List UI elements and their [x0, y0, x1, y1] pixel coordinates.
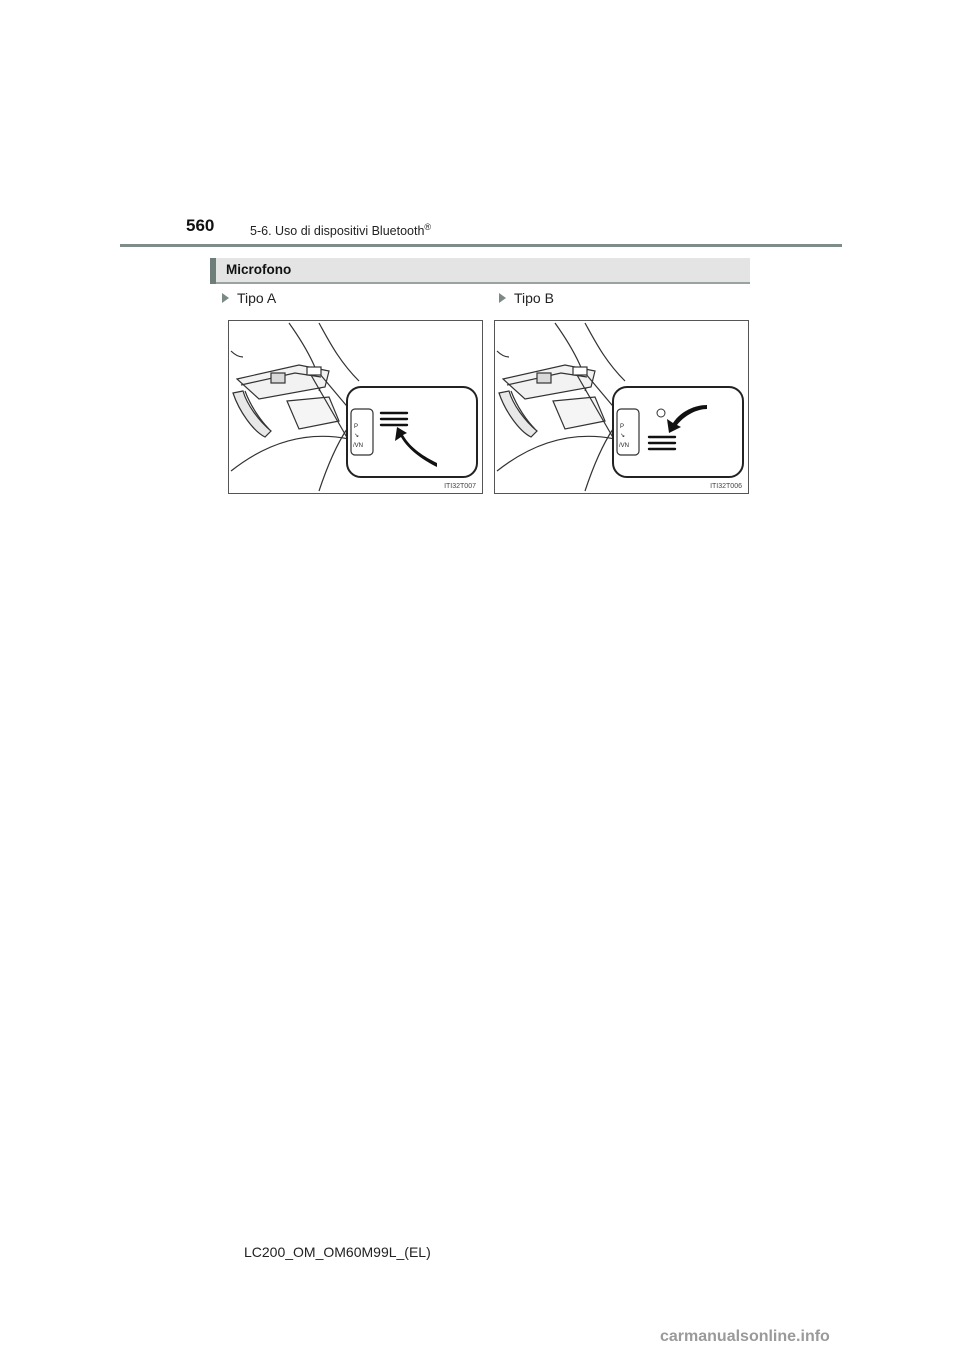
switch-label-p: P — [620, 424, 625, 430]
figure-label-text: Tipo B — [514, 290, 554, 306]
switch-label-arrow: ↘ — [354, 433, 360, 439]
running-header-text: 5-6. Uso di dispositivi Bluetooth — [250, 224, 425, 239]
figure-code: ITI32T006 — [710, 483, 742, 490]
section-heading-bar — [210, 258, 750, 284]
triangle-bullet-icon — [499, 293, 506, 303]
figure-code: ITI32T007 — [444, 483, 476, 490]
header-rule — [120, 244, 842, 247]
switch-label-arrow: ↘ — [620, 433, 626, 439]
switch-label-vn: /VN — [619, 443, 630, 449]
figure-type-a — [228, 320, 483, 494]
watermark: carmanualsonline.info — [660, 1328, 830, 1345]
figure-label-type-a — [222, 290, 276, 306]
registered-mark: ® — [424, 222, 432, 232]
figure-type-b — [494, 320, 749, 494]
switch-label-p: P — [354, 424, 359, 430]
figure-label-text: Tipo A — [237, 290, 277, 306]
footer-doc-code: LC200_OM_OM60M99L_(EL) — [244, 1244, 431, 1260]
triangle-bullet-icon — [222, 293, 229, 303]
illustration-overhead-console-type-b — [495, 321, 749, 494]
section-heading: Microfono — [226, 262, 292, 277]
page-number: 560 — [186, 216, 215, 235]
figure-label-type-b — [499, 290, 554, 306]
illustration-overhead-console-type-a — [229, 321, 483, 494]
running-header — [250, 222, 431, 238]
switch-label-vn: /VN — [353, 443, 364, 449]
section-heading-accent — [210, 258, 216, 284]
